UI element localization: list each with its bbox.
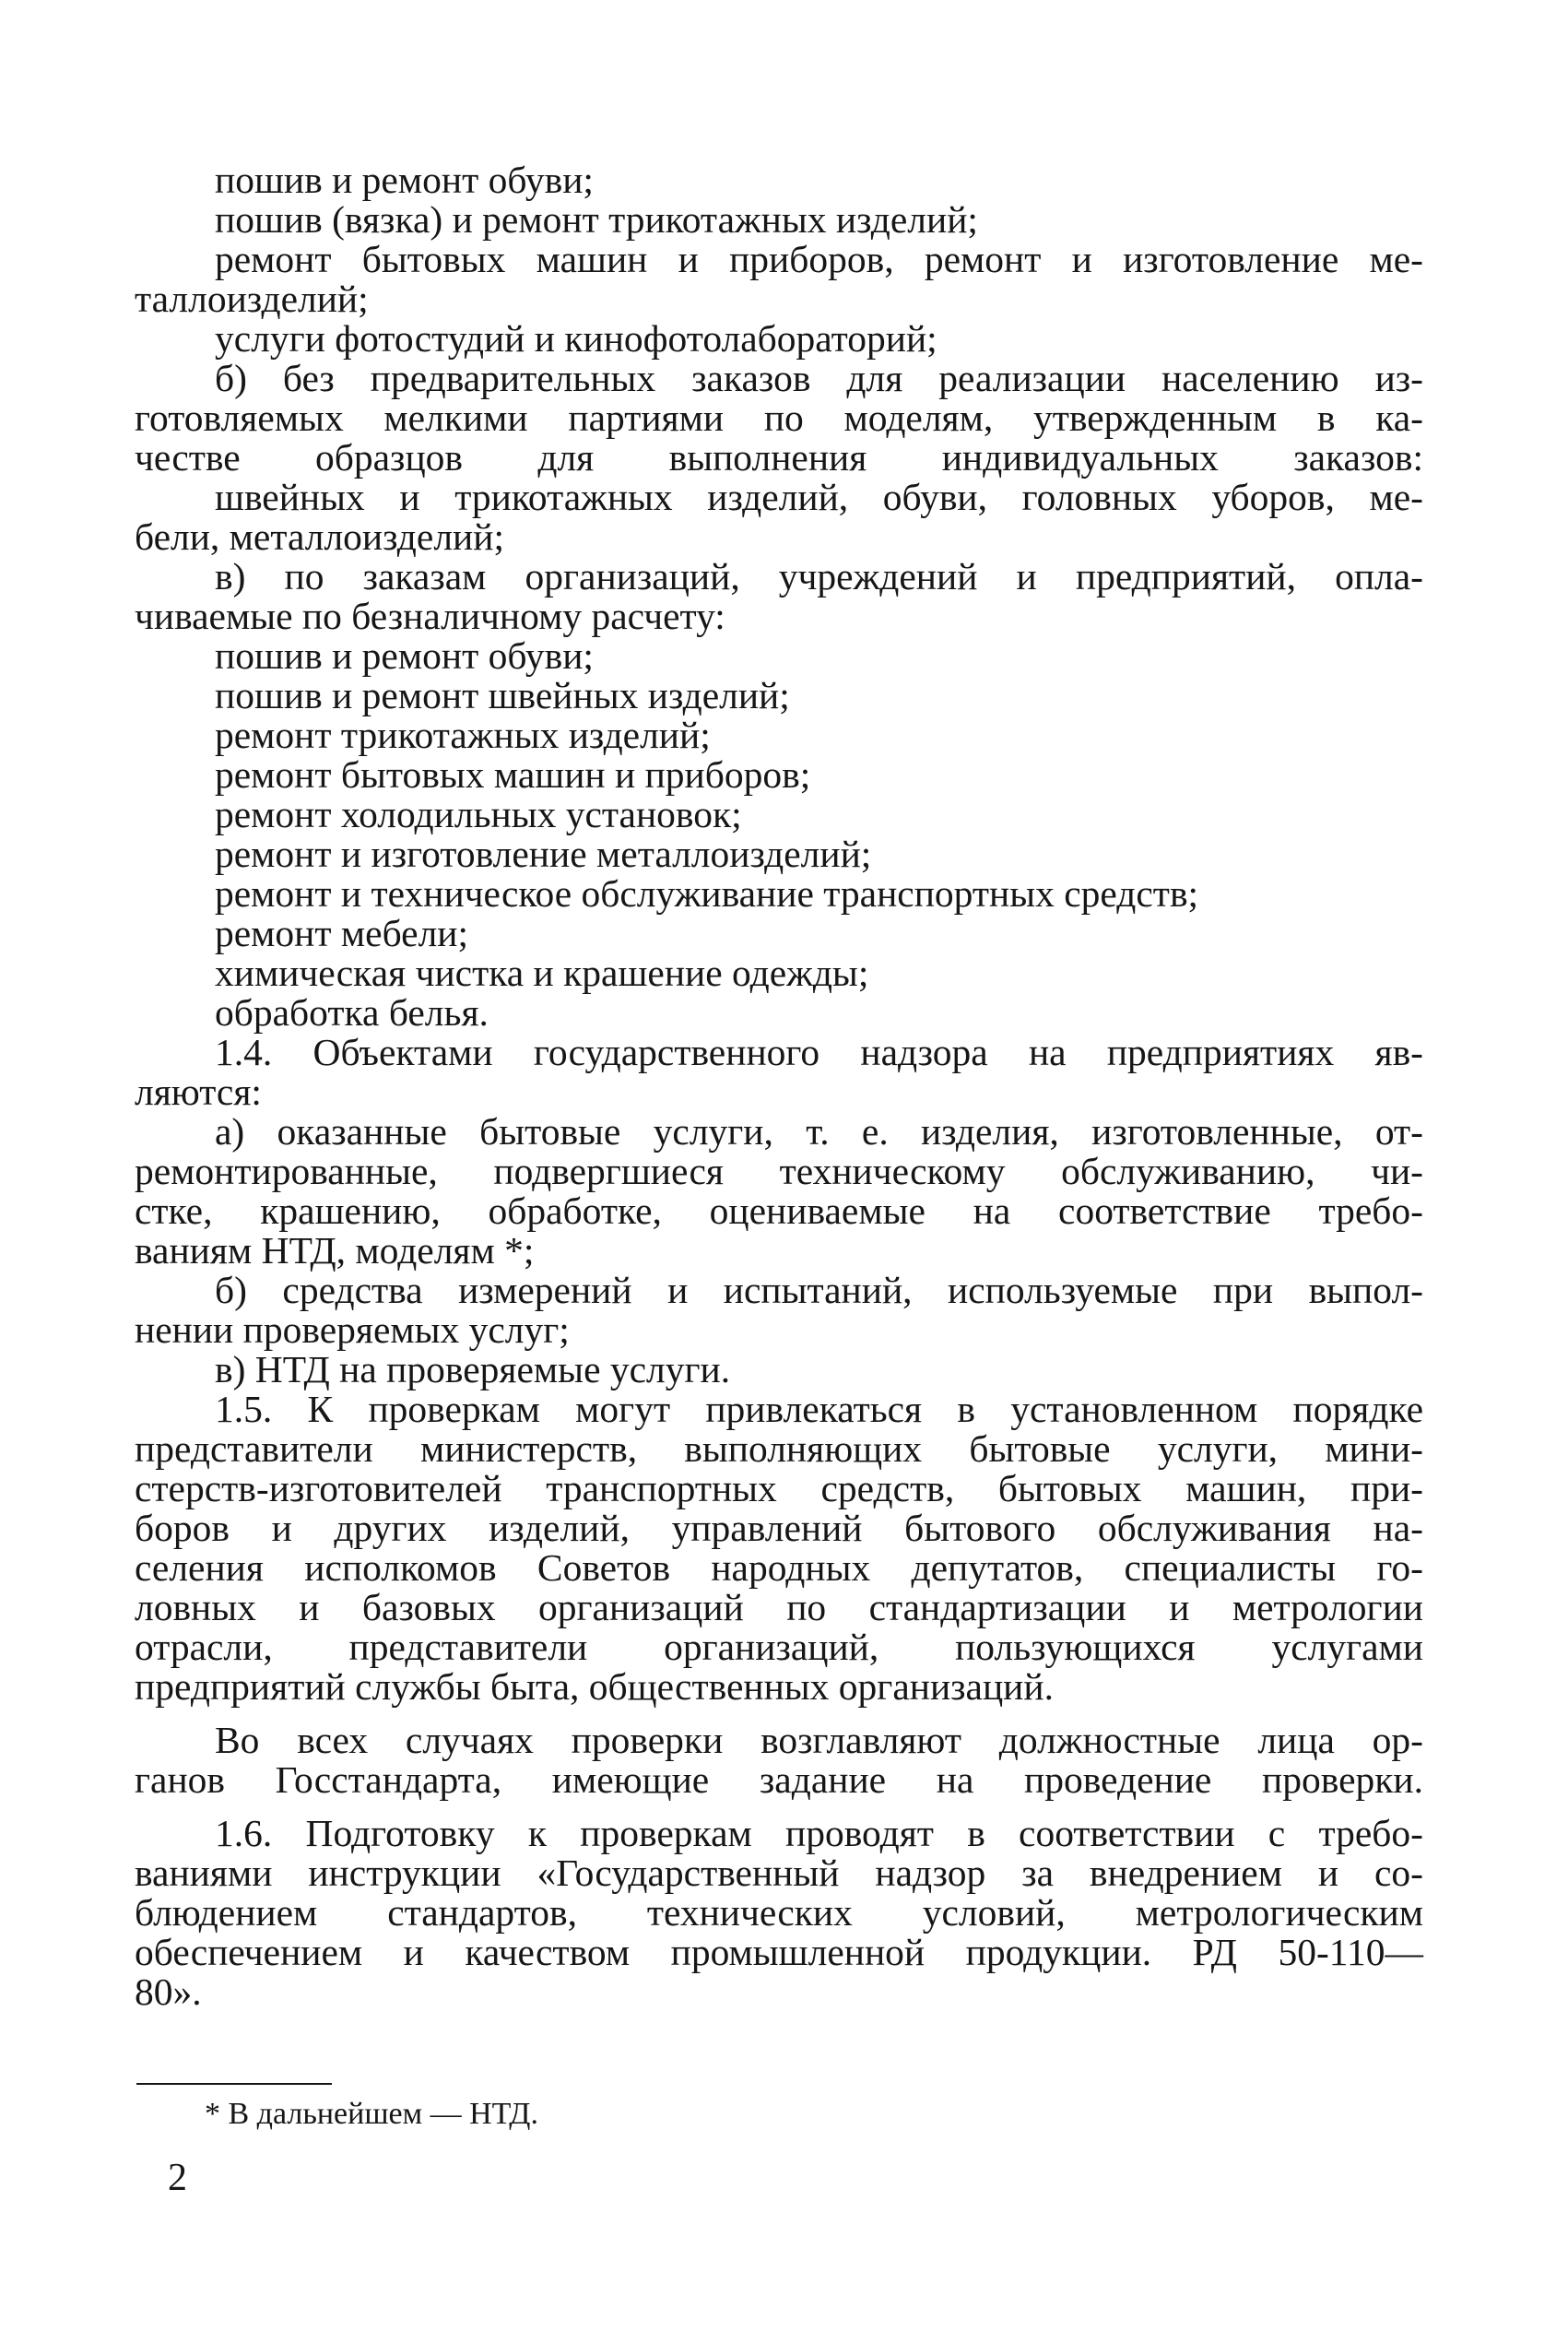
text-line: предприятий службы быта, общественных организаций. — [135, 1665, 1054, 1708]
text-line: стерств-изготовителей транспортных средств, бытовых машин, при- — [135, 1467, 1423, 1509]
text-line: швейных и трикотажных изделий, обуви, головных уборов, ме- — [215, 476, 1423, 518]
page-number: 2 — [168, 2157, 187, 2199]
text-line: а) оказанные бытовые услуги, т. е. изделия, изготовленные, от- — [215, 1110, 1423, 1153]
section-1-5-heading: 1.5. К проверкам могут привлекаться в установленном порядке — [215, 1388, 1423, 1430]
text-line: обеспечением и качеством промышленной продукции. РД 50-110— — [135, 1931, 1423, 1973]
text-line: ремонт бытовых машин и приборов; — [215, 753, 811, 796]
text-line: боров и других изделий, управлений бытового обслуживания на- — [135, 1507, 1423, 1549]
text-line: Во всех случаях проверки возглавляют должностные лица ор- — [215, 1719, 1423, 1761]
text-line: селения исполкомов Советов народных депутатов, специалисты го- — [135, 1546, 1423, 1589]
text-line: пошив (вязка) и ремонт трикотажных изделий; — [215, 198, 978, 241]
text-line: ваниям НТД, моделям *; — [135, 1229, 535, 1272]
text-line: ляются: — [135, 1071, 262, 1113]
text-line: ремонт трикотажных изделий; — [215, 714, 711, 756]
text-line: блюдением стандартов, технических условий, метрологическим — [135, 1891, 1423, 1934]
section-1-4-heading: 1.4. Объектами государственного надзора на предприятиях яв- — [215, 1031, 1423, 1073]
text-line: ремонт холодильных установок; — [215, 793, 742, 835]
text-line: химическая чистка и крашение одежды; — [215, 952, 869, 994]
text-line: ремонт и изготовление металлоизделий; — [215, 833, 872, 875]
text-line: бели, металлоизделий; — [135, 515, 504, 558]
text-line: ганов Госстандарта, имеющие задание на проведение проверки. — [135, 1758, 1423, 1801]
text-line: услуги фотостудий и кинофотолабораторий; — [215, 317, 937, 360]
text-line: в) по заказам организаций, учреждений и предприятий, опла- — [215, 555, 1423, 598]
footnote: * В дальнейшем — НТД. — [205, 2097, 538, 2131]
text-line: пошив и ремонт швейных изделий; — [215, 674, 790, 716]
text-line: в) НТД на проверяемые услуги. — [215, 1348, 731, 1390]
text-line: обработка белья. — [215, 991, 489, 1034]
text-line: ремонт и техническое обслуживание транспортных средств; — [215, 872, 1199, 915]
text-line: нении проверяемых услуг; — [135, 1308, 570, 1351]
text-line: ловных и базовых организаций по стандартизации и метрологии — [135, 1586, 1423, 1628]
text-line: чиваемые по безналичному расчету: — [135, 595, 725, 637]
text-line: пошив и ремонт обуви; — [215, 634, 594, 677]
text-line: пошив и ремонт обуви; — [215, 159, 594, 201]
document-body — [135, 160, 1423, 2012]
text-line: ремонт мебели; — [215, 912, 469, 954]
text-line: представители министерств, выполняющих бытовые услуги, мини- — [135, 1427, 1423, 1470]
text-line: честве образцов для выполнения индивидуальных заказов: — [135, 436, 1423, 479]
text-line: ремонт бытовых машин и приборов, ремонт и изготовление ме- — [215, 238, 1423, 280]
text-line: ремонтированные, подвергшиеся техническому обслуживанию, чи- — [135, 1150, 1423, 1192]
text-line: 80». — [135, 1970, 202, 2013]
text-line: б) без предварительных заказов для реализации населению из- — [215, 357, 1423, 399]
text-line: таллоизделий; — [135, 278, 369, 320]
text-line: ваниями инструкции «Государственный надзор за внедрением и со- — [135, 1852, 1423, 1894]
text-line: отрасли, представители организаций, пользующихся услугами — [135, 1626, 1423, 1668]
footnote-divider — [136, 2083, 332, 2085]
text-line: б) средства измерений и испытаний, используемые при выпол- — [215, 1269, 1423, 1311]
section-1-6-heading: 1.6. Подготовку к проверкам проводят в соответствии с требо- — [215, 1812, 1423, 1854]
text-line: готовляемых мелкими партиями по моделям, утвержденным в ка- — [135, 396, 1423, 439]
text-line: стке, крашению, обработке, оцениваемые на соответствие требо- — [135, 1189, 1423, 1232]
